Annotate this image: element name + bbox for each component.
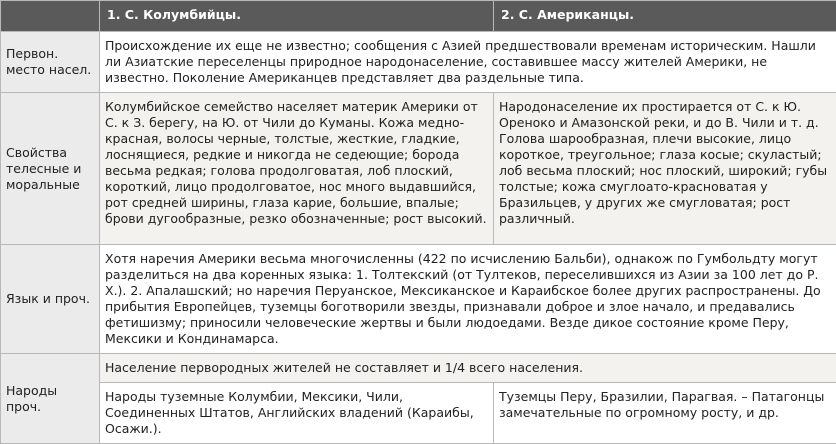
traits-columbians-text: Колумбийское семейство населяет материк Америки от С. к З. берегу, на Ю. от Чили до Куманы. Кожа медно-красная, волосы черные, толстые, жесткие, гладкие, лоснящиеся, редкие и никогда не седеющие; борода весьма редкая; голова продолговатая, лоб плоский, короткий, лицо продолговатое, нос много выдавшийся, рот средней ширины, глаза карие, большие, впалые; брови дугообразные, резко обозначенные; рост высокий. — [100, 93, 494, 245]
header-columbians: 1. С. Колумбийцы. — [100, 1, 494, 32]
header-corner-cell — [1, 1, 100, 32]
table-header-row — [1, 1, 836, 32]
origin-text: Происхождение их еще не известно; сообщения с Азией предшествовали временам историческим. Нашли ли Азиатские переселенцы природное народонаселение, составившее массу жителей Америки, не известно. Поколение Американцев представляет два раздельные типа. — [100, 32, 836, 93]
table-row-traits — [1, 93, 836, 245]
language-text: Хотя наречия Америки весьма многочисленны (422 по исчислению Бальби), однакож по Гумбольдту могут разделиться на два коренных языка: 1. Толтекский (от Тултеков, переселившихся из Азии за 100 лет до Р. Х.). 2. Апалашский; но наречия Перуанское, Мексиканское и Караибское более других распространены. До прибытия Европейцев, туземцы боготворили звезды, признавали доброе и злое начало, и предавались фетишизму; приносили человеческие жертвы и были людоедами. Везде дикое состояние кроме Перу, Мексики и Кондинамарса. — [100, 245, 836, 354]
peoples-population-text: Население первородных жителей не составляет и 1/4 всего населения. — [100, 354, 836, 383]
row-label-peoples: Народы проч. — [1, 354, 100, 444]
traits-americans-text: Народонаселение их простирается от С. к Ю. Ореноко и Амазонской реки, и до В. Чили и т. д. Голова шарообразная, плечи высокие, лицо короткое, треугольное; глаза косые; скуластый; лоб весьма плоский; нос плоский, широкий; губы толстые; кожа смуглоато-красноватая у Бразильцев, у других же смугловатая; рост различный. — [494, 93, 836, 245]
row-label-origin: Первон. место насел. — [1, 32, 100, 93]
peoples-americans-text: Туземцы Перу, Бразилии, Парагвая. – Патагонцы замечательные по огромному росту, и др. — [494, 383, 836, 444]
peoples-columbians-text: Народы туземные Колумбии, Мексики, Чили, Соединенных Штатов, Английских владений (Караибы, Осажи.). — [100, 383, 494, 444]
table-row-peoples-shared — [1, 354, 836, 383]
table-row-language — [1, 245, 836, 354]
row-label-traits: Свойства телесные и моральные — [1, 93, 100, 245]
row-label-language: Язык и проч. — [1, 245, 100, 354]
table-row-peoples-split — [1, 383, 836, 444]
header-americans: 2. С. Американцы. — [494, 1, 836, 32]
table-row-origin — [1, 32, 836, 93]
